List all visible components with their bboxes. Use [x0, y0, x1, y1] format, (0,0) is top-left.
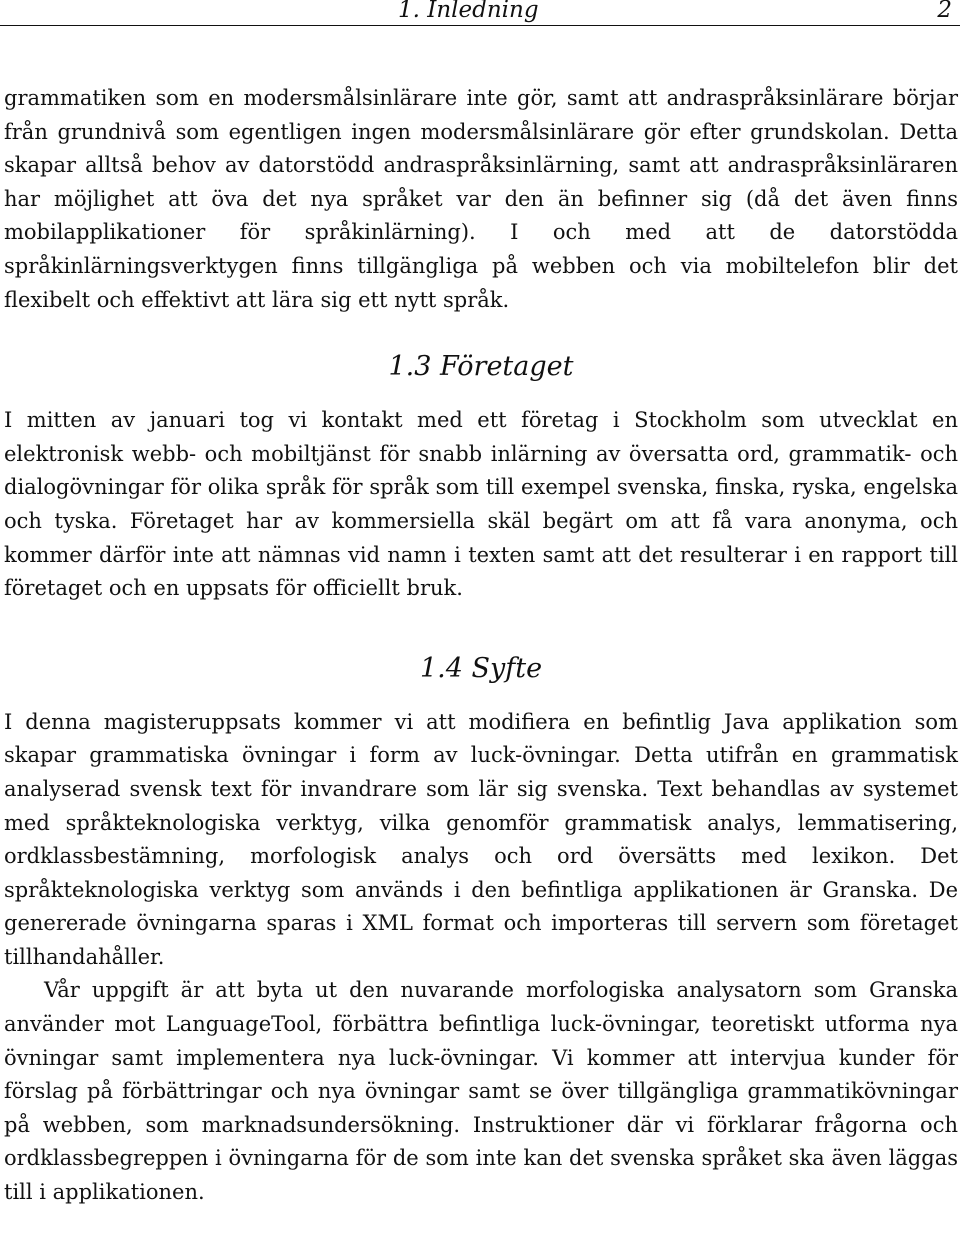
chapter-title: 1. Inledning: [398, 0, 539, 23]
intro-paragraph: grammatiken som en modersmålsinlärare inte gör, samt att andraspråksinlärare börjar från grundnivå som egentligen ingen modersmålsinlärare gör efter grundskolan. Detta skapar alltså behov av datorstödd andraspråksinlärning, samt att andraspråksinläraren har möjlighet att öva det nya språket var den än befinner sig (då det även finns mobilapplikationer för språkinlärning). I och med att de datorstödda språkinlärningsverktygen finns tillgängliga på webben och via mobiltelefon blir det flexibelt och effektivt att lära sig ett nytt språk.: [4, 86, 958, 312]
syfte-paragraph-2: Vår uppgift är att byta ut den nuvarande morfologiska analysatorn som Granska använder mot LanguageTool, förbättra befintliga luck-övningar, teoretiskt utforma nya övningar samt implementera nya luck-övningar. Vi kommer att intervjua kunder för förslag på förbättringar och nya övningar samt se över tillgängliga grammatikövningar på webben, som marknadsundersökning. Instruktioner där vi förklarar frågorna och ordklassbegreppen i övningarna för de som inte kan det svenska språket ska även läggas till i applikationen.: [4, 978, 958, 1205]
section-heading-foretaget: 1.3 Företaget: [388, 351, 574, 383]
page-body: [4, 82, 958, 1210]
page-number: 2: [937, 0, 952, 23]
syfte-paragraph-1: I denna magisteruppsats kommer vi att modifiera en befintlig Java applikation som skapar grammatiska övningar i form av luck-övningar. Detta utifrån en grammatisk analyserad svensk text för invandrare som lär sig svenska. Text behandlas av systemet med språkteknologiska verktyg, vilka genomför grammatisk analys, lemmatisering, ordklassbestämning, morfologisk analys och ord översätts med lexikon. Det språkteknologiska verktyg som används i den befintliga applikationen är Granska. De genererade övningarna sparas i XML format och importeras till servern som företaget tillhandahåller.: [4, 709, 958, 969]
foretaget-paragraph: I mitten av januari tog vi kontakt med ett företag i Stockholm som utvecklat en elektronisk webb- och mobiltjänst för snabb inlärning av översatta ord, grammatik- och dialogövningar för olika språk för språk som till exempel svenska, finska, ryska, engelska och tyska. Företaget har av kommersiella skäl begärt om att få vara anonyma, och kommer därför inte att nämnas vid namn i texten samt att det resulterar i en rapport till företaget och en uppsats för officiellt bruk.: [4, 408, 958, 601]
running-header: [0, 0, 960, 26]
section-heading-syfte: 1.4 Syfte: [419, 652, 543, 684]
header-rule: [0, 25, 960, 26]
